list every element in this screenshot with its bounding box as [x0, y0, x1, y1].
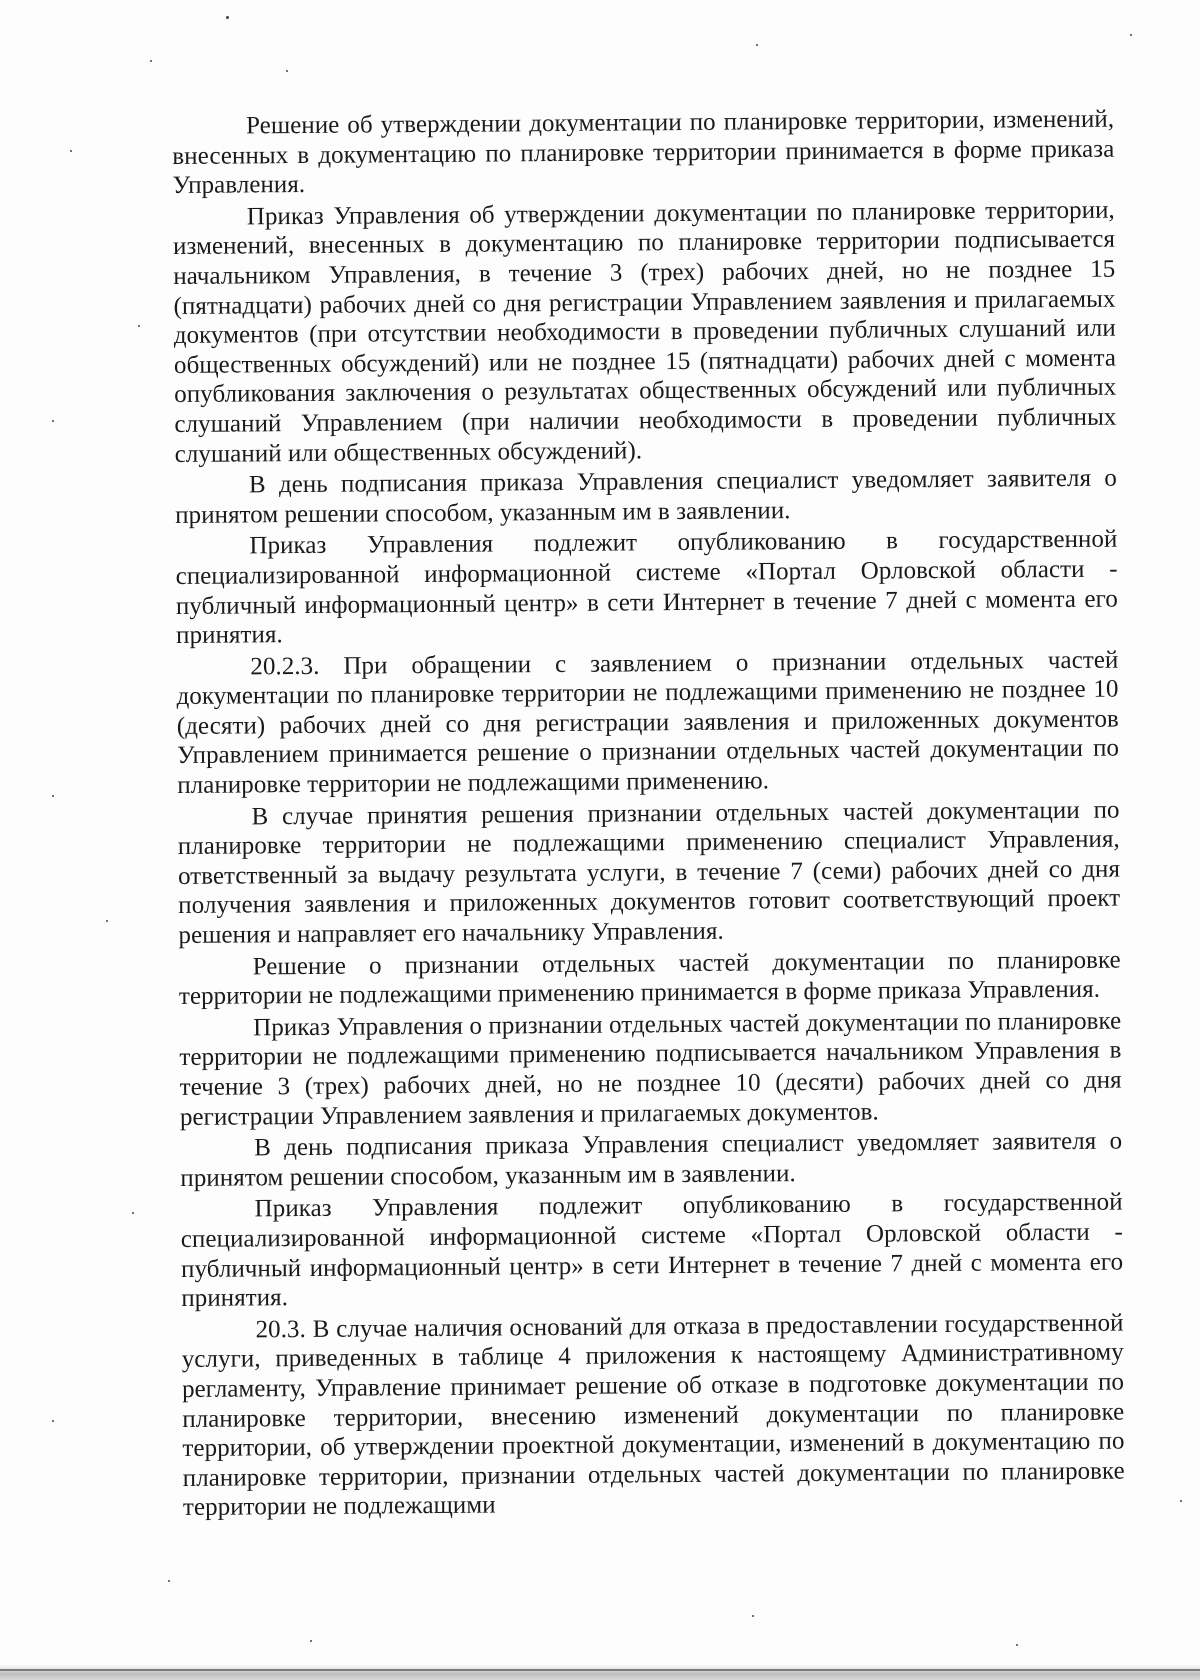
paragraph-11: 20.3. В случае наличия оснований для отказа в предоставлении государственной услуги, приведенных в таблице 4 приложения к настоящему Административному регламенту, Управление принимает решение об отказе в подготовке документации по планировке территории, внесению изменений документации по планировке территории, об утверждении проектной документации, изменений в документацию по планировке территории, признании отдельных частей документации по планировке территории не подлежащими: [181, 1309, 1125, 1522]
scan-speck: [168, 1580, 170, 1582]
paragraph-7: Решение о признании отдельных частей документации по планировке территории не подлежащими применению принимается в форме приказа Управления.: [178, 946, 1121, 1011]
paragraph-3: В день подписания приказа Управления специалист уведомляет заявителя о принятом решении способом, указанным им в заявлении.: [175, 464, 1118, 529]
scan-speck: [52, 795, 54, 797]
paragraph-4: Приказ Управления подлежит опубликованию в государственной специализированной информационной системе «Портал Орловской области - публичный информационный центр» в сети Интернет в течение 7 дней с момента его принятия.: [175, 525, 1118, 650]
paragraph-8: Приказ Управления о признании отдельных частей документации по планировке территории не подлежащими применению подписывается начальником Управления в течение 3 (трех) рабочих дней, но не позднее 10 (десяти) рабочих дней со дня регистрации Управлением заявления и прилагаемых документов.: [179, 1007, 1122, 1131]
paragraph-2: Приказ Управления об утверждении документации по планировке территории, изменений, внесенных в документацию по планировке территории подписывается начальником Управления, в течение 3 (трех) рабочих дней, но не позднее 15 (пятнадцати) рабочих дней со дня регистрации Управлением заявления и прилагаемых документов (при отсутствии необходимости в проведении публичных слушаний или общественных обсуждений) или не позднее 15 (пятнадцати) рабочих дней с момента опубликования заключения о результатах общественных обсуждений или публичных слушаний Управлением (при наличии необходимости в проведении публичных слушаний или общественных обсуждений).: [172, 196, 1117, 468]
scan-speck: [132, 1212, 134, 1214]
scan-speck: [138, 325, 140, 327]
scan-speck: [52, 420, 54, 422]
scan-speck: [752, 1615, 754, 1617]
scan-speck: [106, 920, 108, 922]
scan-bottom-edge: [0, 1664, 1200, 1680]
document-body: [172, 105, 1125, 1525]
scan-speck: [1130, 34, 1132, 36]
paragraph-9: В день подписания приказа Управления специалист уведомляет заявителя о принятом решении способом, указанным им в заявлении.: [180, 1127, 1123, 1192]
paragraph-6: В случае принятия решения признании отдельных частей документации по планировке территории не подлежащими применению специалист Управления, ответственный за выдачу результата услуги, в течение 7 (семи) рабочих дней со дня получения заявления и приложенных документов готовит соответствующий проект решения и направляет его начальнику Управления.: [177, 796, 1121, 950]
scan-speck: [1016, 1644, 1018, 1646]
paragraph-10: Приказ Управления подлежит опубликованию в государственной специализированной информационной системе «Портал Орловской области - публичный информационный центр» в сети Интернет в течение 7 дней с момента его принятия.: [180, 1188, 1124, 1313]
scan-bottom-line: [0, 1669, 1200, 1671]
scan-speck: [756, 44, 758, 46]
scan-speck: [150, 60, 152, 62]
scan-speck: [310, 1640, 312, 1642]
scan-speck: [52, 1420, 54, 1422]
scan-speck: [1180, 1500, 1182, 1502]
paragraph-1: Решение об утверждении документации по планировке территории, изменений, внесенных в документацию по планировке территории принимается в форме приказа Управления.: [172, 105, 1115, 200]
paragraph-5: 20.2.3. При обращении с заявлением о признании отдельных частей документации по планировке территории не подлежащими применению не позднее 10 (десяти) рабочих дней со дня регистрации заявления и приложенных документов Управлением принимается решение о признании отдельных частей документации по планировке территории не подлежащими применению.: [176, 646, 1120, 800]
scan-speck: [286, 70, 288, 72]
scan-speck: [226, 16, 229, 19]
scan-speck: [70, 150, 72, 152]
